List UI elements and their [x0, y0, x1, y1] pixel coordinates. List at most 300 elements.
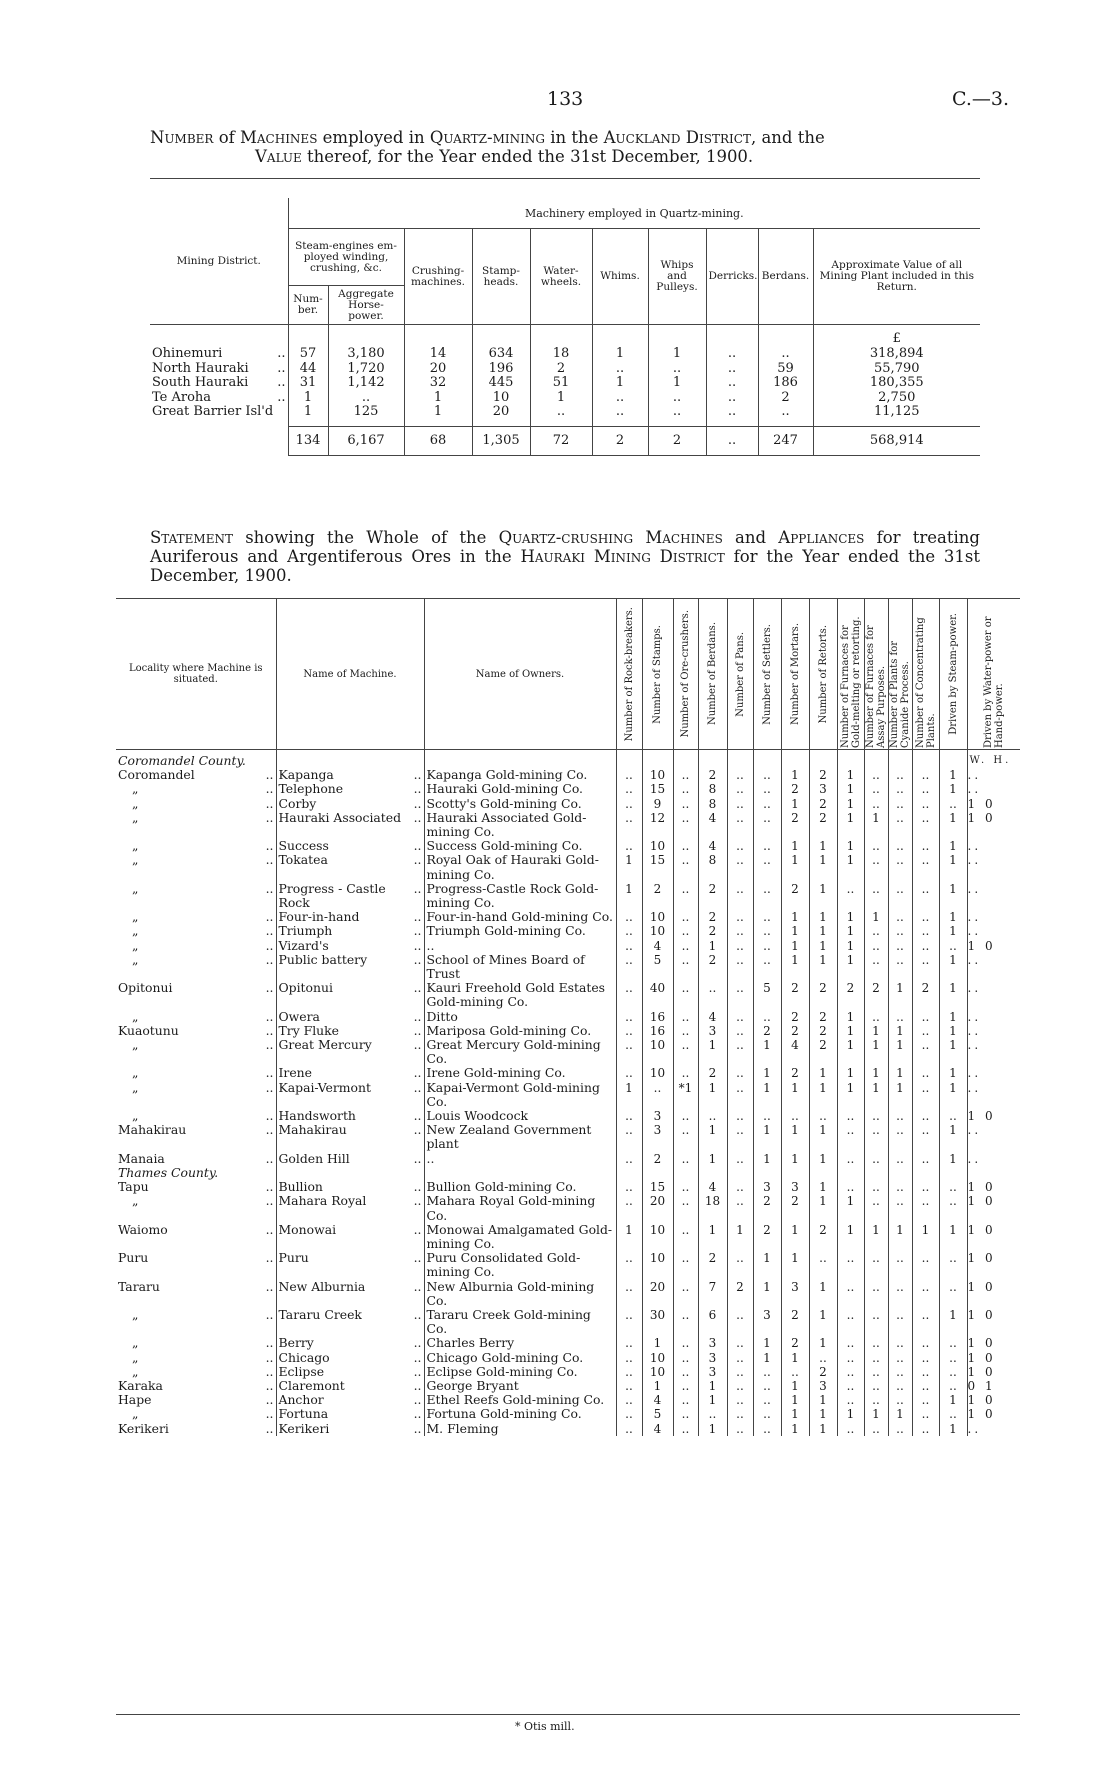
- value-cell: ..: [967, 953, 1020, 981]
- value-cell: 1: [781, 768, 809, 782]
- value-cell: ..: [864, 1336, 888, 1350]
- total-whips: 2: [648, 426, 706, 455]
- value-cell: 1 0: [967, 811, 1020, 839]
- owner-name: Tararu Creek Gold-mining Co.: [424, 1308, 616, 1336]
- locality-name: „: [132, 952, 139, 967]
- t1-word-district: Auckland District,: [603, 128, 757, 147]
- value-cell: 1 0: [967, 1351, 1020, 1365]
- value-cell: 1: [809, 839, 837, 853]
- leader-dots: ..: [265, 1350, 274, 1365]
- col-whims: Whims.: [592, 229, 648, 325]
- table-row: [116, 1280, 1020, 1308]
- value-cell: ..: [616, 1251, 642, 1279]
- value-cell: 2: [753, 1024, 781, 1038]
- leader-dots: ..: [277, 347, 286, 361]
- value-cell: 1: [642, 1379, 673, 1393]
- value-cell: ..: [673, 1038, 698, 1066]
- cell-hp: ..: [328, 391, 404, 406]
- value-cell: 1 0: [967, 1336, 1020, 1350]
- value-cell: ..: [753, 811, 781, 839]
- value-cell: 1: [727, 1223, 753, 1251]
- value-cell: ..: [888, 1123, 912, 1151]
- leader-dots: ..: [413, 910, 422, 925]
- leader-dots: ..: [413, 1279, 422, 1294]
- col-vertical-label: Number of Ore-crushers.: [680, 610, 691, 738]
- value-cell: ..: [888, 797, 912, 811]
- value-cell: 2: [781, 882, 809, 910]
- cell-whips: 1: [648, 376, 706, 391]
- value-cell: ..: [673, 853, 698, 881]
- cell-num: 1: [288, 405, 328, 420]
- value-cell: ..: [616, 768, 642, 782]
- machine-name: Corby: [278, 796, 317, 811]
- total-derricks: ..: [706, 426, 758, 455]
- value-cell: ..: [864, 924, 888, 938]
- locality-name: Waiomo: [118, 1222, 168, 1237]
- value-cell: 10: [642, 768, 673, 782]
- value-cell: ..: [673, 1152, 698, 1166]
- owner-name: Mahara Royal Gold-mining Co.: [424, 1194, 616, 1222]
- value-cell: ..: [727, 1393, 753, 1407]
- leader-dots: ..: [413, 768, 422, 783]
- value-cell: ..: [864, 768, 888, 782]
- value-cell: ..: [616, 797, 642, 811]
- value-cell: 1: [809, 1152, 837, 1166]
- value-cell: ..: [864, 1365, 888, 1379]
- value-cell: ..: [727, 1194, 753, 1222]
- value-cell: 1: [888, 1038, 912, 1066]
- col-vertical-2: [673, 599, 698, 750]
- district-row: [150, 391, 980, 406]
- owner-name: School of Mines Board of Trust: [424, 953, 616, 981]
- value-cell: ..: [673, 910, 698, 924]
- table-row: [116, 1365, 1020, 1379]
- col-vertical-label: Number of Furnaces for Assay Purposes.: [865, 625, 887, 748]
- col-stamp-heads: Stamp-heads.: [472, 229, 530, 325]
- machine-name-cell: [276, 839, 424, 853]
- value-cell: ..: [912, 1066, 939, 1080]
- cell-berdans: ..: [758, 405, 813, 420]
- value-cell: 1: [888, 1081, 912, 1109]
- value-cell: ..: [616, 910, 642, 924]
- leader-dots: ..: [265, 924, 274, 939]
- leader-dots: ..: [265, 1151, 274, 1166]
- value-cell: ..: [753, 924, 781, 938]
- total-value: 568,914: [813, 426, 980, 455]
- value-cell: ..: [837, 1152, 864, 1166]
- value-cell: ..: [912, 939, 939, 953]
- value-cell: 1: [888, 1066, 912, 1080]
- machine-name-cell: [276, 1152, 424, 1166]
- value-cell: ..: [837, 1351, 864, 1365]
- value-cell: 20: [642, 1280, 673, 1308]
- value-cell: ..: [673, 1251, 698, 1279]
- value-cell: 1: [781, 939, 809, 953]
- value-cell: 1: [698, 1223, 727, 1251]
- value-cell: ..: [864, 1351, 888, 1365]
- value-cell: 3: [809, 782, 837, 796]
- cell-num: 44: [288, 362, 328, 377]
- locality-name: Opitonui: [118, 981, 173, 996]
- value-cell: ..: [864, 1379, 888, 1393]
- value-cell: ..: [753, 910, 781, 924]
- value-cell: 1: [939, 768, 967, 782]
- leader-dots: ..: [413, 1251, 422, 1266]
- owner-name: Royal Oak of Hauraki Gold-mining Co.: [424, 853, 616, 881]
- table-row: [116, 1194, 1020, 1222]
- cell-hp: 1,720: [328, 362, 404, 377]
- value-cell: 10: [642, 1066, 673, 1080]
- locality-cell: [116, 1379, 276, 1393]
- district-label: South Hauraki: [152, 376, 249, 391]
- value-cell: 1: [698, 1379, 727, 1393]
- leader-dots: ..: [413, 796, 422, 811]
- value-cell: 1: [837, 1081, 864, 1109]
- value-cell: 1: [781, 1081, 809, 1109]
- value-cell: ..: [888, 839, 912, 853]
- table-row: [116, 853, 1020, 881]
- value-cell: 1: [837, 1407, 864, 1421]
- cell-whips: ..: [648, 362, 706, 377]
- value-cell: ..: [912, 924, 939, 938]
- leader-dots: ..: [265, 1222, 274, 1237]
- value-cell: ..: [939, 939, 967, 953]
- value-cell: ..: [753, 1379, 781, 1393]
- table-row: [116, 939, 1020, 953]
- t1-word-value: Value: [255, 147, 302, 166]
- value-cell: 1: [939, 981, 967, 1009]
- value-cell: ..: [912, 1081, 939, 1109]
- value-cell: ..: [939, 1336, 967, 1350]
- value-cell: 1: [939, 1024, 967, 1038]
- table-row: [116, 910, 1020, 924]
- total-crushing: 68: [404, 426, 472, 455]
- value-cell: 1: [939, 1010, 967, 1024]
- wh-label: W. H.: [967, 754, 1020, 768]
- value-cell: 1 0: [967, 1223, 1020, 1251]
- value-cell: ..: [967, 782, 1020, 796]
- machine-name-cell: [276, 1365, 424, 1379]
- value-cell: 16: [642, 1024, 673, 1038]
- table-row: [116, 953, 1020, 981]
- machine-name: Progress - Castle Rock: [278, 881, 386, 911]
- machine-name-cell: [276, 1407, 424, 1421]
- col-derricks: Derricks.: [706, 229, 758, 325]
- value-cell: ..: [888, 1010, 912, 1024]
- owner-name: Kauri Freehold Gold Estates Gold-mining Co.: [424, 981, 616, 1009]
- value-cell: 3: [781, 1280, 809, 1308]
- value-cell: 10: [642, 1038, 673, 1066]
- value-cell: ..: [912, 882, 939, 910]
- value-cell: ..: [616, 1365, 642, 1379]
- value-cell: 1: [809, 1336, 837, 1350]
- leader-dots: ..: [265, 839, 274, 854]
- value-cell: 6: [698, 1308, 727, 1336]
- value-cell: ..: [912, 1407, 939, 1421]
- col-vertical-label: Number of Plants for Cyanide Process.: [889, 640, 911, 748]
- value-cell: ..: [864, 797, 888, 811]
- value-cell: 1: [837, 1194, 864, 1222]
- district-name: [150, 362, 288, 377]
- value-cell: ..: [673, 939, 698, 953]
- value-cell: 1: [809, 1422, 837, 1436]
- locality-cell: [116, 1280, 276, 1308]
- owner-name: Louis Woodcock: [424, 1109, 616, 1123]
- cell-crush: 20: [404, 362, 472, 377]
- value-cell: ..: [837, 1379, 864, 1393]
- machine-name: Handsworth: [278, 1109, 356, 1124]
- owner-name: Bullion Gold-mining Co.: [424, 1180, 616, 1194]
- table2-title: [150, 528, 980, 585]
- col-vertical-12: [939, 599, 967, 750]
- value-cell: *1: [673, 1081, 698, 1109]
- leader-dots: ..: [413, 810, 422, 825]
- value-cell: ..: [912, 853, 939, 881]
- value-cell: 1: [698, 1123, 727, 1151]
- totals-row: [150, 426, 980, 455]
- leader-dots: ..: [413, 1023, 422, 1038]
- value-cell: ..: [967, 1010, 1020, 1024]
- locality-name: „: [132, 1038, 139, 1053]
- value-cell: 1: [939, 1038, 967, 1066]
- value-cell: ..: [939, 1379, 967, 1393]
- value-cell: 1: [781, 1422, 809, 1436]
- col-vertical-1: [642, 599, 673, 750]
- leader-dots: ..: [413, 1109, 422, 1124]
- value-cell: 10: [642, 839, 673, 853]
- leader-dots: ..: [413, 1222, 422, 1237]
- crushing-machines-table: [116, 598, 1020, 1436]
- value-cell: ..: [727, 1180, 753, 1194]
- machine-name: Chicago: [278, 1350, 330, 1365]
- value-cell: ..: [912, 839, 939, 853]
- owner-name: M. Fleming: [424, 1422, 616, 1436]
- value-cell: ..: [616, 1351, 642, 1365]
- col-vertical-label: Number of Concentrating Plants.: [914, 617, 937, 748]
- value-cell: 1: [837, 1024, 864, 1038]
- value-cell: 1: [837, 1223, 864, 1251]
- value-cell: 3: [753, 1308, 781, 1336]
- machine-name: Public battery: [278, 952, 368, 967]
- value-cell: ..: [673, 1336, 698, 1350]
- leader-dots: ..: [265, 952, 274, 967]
- value-cell: 1 0: [967, 1194, 1020, 1222]
- value-cell: ..: [727, 1407, 753, 1421]
- owner-name: Ethel Reefs Gold-mining Co.: [424, 1393, 616, 1407]
- leader-dots: ..: [413, 1080, 422, 1095]
- machine-name: Kapai-Vermont: [278, 1080, 371, 1095]
- value-cell: 1: [753, 1081, 781, 1109]
- locality-cell: [116, 1223, 276, 1251]
- machine-name-cell: [276, 1180, 424, 1194]
- t2-word-quartz-crushing: Quartz-crushing Machines: [498, 528, 723, 547]
- owner-name: Monowai Amalgamated Gold-mining Co.: [424, 1223, 616, 1251]
- locality-name: Coromandel: [118, 768, 195, 783]
- value-cell: 2: [781, 1336, 809, 1350]
- value-cell: 2: [781, 1308, 809, 1336]
- leader-dots: ..: [265, 768, 274, 783]
- value-cell: 1: [698, 1422, 727, 1436]
- value-cell: ..: [673, 1407, 698, 1421]
- table-row: [116, 1123, 1020, 1151]
- value-cell: ..: [967, 839, 1020, 853]
- value-cell: ..: [673, 1024, 698, 1038]
- value-cell: ..: [967, 1024, 1020, 1038]
- t1-word-machines: Machines: [239, 128, 318, 147]
- value-cell: 8: [698, 797, 727, 811]
- cell-berdans: ..: [758, 347, 813, 362]
- cell-value: 2,750: [813, 391, 980, 406]
- value-cell: ..: [753, 839, 781, 853]
- value-cell: 15: [642, 853, 673, 881]
- value-cell: ..: [864, 1393, 888, 1407]
- locality-cell: [116, 953, 276, 981]
- value-cell: 1: [781, 1223, 809, 1251]
- value-cell: ..: [912, 1180, 939, 1194]
- value-cell: ..: [673, 782, 698, 796]
- value-cell: ..: [781, 1365, 809, 1379]
- machine-name: Success: [278, 839, 329, 854]
- value-cell: 1: [864, 811, 888, 839]
- value-cell: 1: [809, 953, 837, 981]
- value-cell: ..: [888, 768, 912, 782]
- value-cell: 1: [939, 1152, 967, 1166]
- value-cell: ..: [864, 1280, 888, 1308]
- t1-title-text-4: and the: [756, 128, 825, 147]
- value-cell: 3: [698, 1365, 727, 1379]
- leader-dots: ..: [265, 796, 274, 811]
- col-crushing-machines: Crushing-machines.: [404, 229, 472, 325]
- col-locality: Locality where Machine is situated.: [116, 599, 276, 750]
- value-cell: 1: [939, 953, 967, 981]
- value-cell: ..: [727, 853, 753, 881]
- value-cell: 2: [837, 981, 864, 1009]
- leader-dots: ..: [413, 1180, 422, 1195]
- total-number: 134: [288, 426, 328, 455]
- cell-stamp: 634: [472, 347, 530, 362]
- value-cell: 4: [642, 939, 673, 953]
- cell-stamp: 196: [472, 362, 530, 377]
- value-cell: ..: [727, 1152, 753, 1166]
- value-cell: ..: [912, 782, 939, 796]
- cell-whims: ..: [592, 405, 648, 420]
- value-cell: 1: [753, 1123, 781, 1151]
- table-row: [116, 1351, 1020, 1365]
- value-cell: ..: [673, 1393, 698, 1407]
- value-cell: 2: [809, 1010, 837, 1024]
- owner-name: Irene Gold-mining Co.: [424, 1066, 616, 1080]
- value-cell: 2: [698, 768, 727, 782]
- locality-name: Tararu: [118, 1279, 160, 1294]
- locality-cell: [116, 1365, 276, 1379]
- value-cell: ..: [727, 797, 753, 811]
- value-cell: 1: [781, 1152, 809, 1166]
- value-cell: 1 0: [967, 1180, 1020, 1194]
- value-cell: 8: [698, 782, 727, 796]
- locality-name: Mahakirau: [118, 1123, 187, 1138]
- value-cell: 1: [864, 1081, 888, 1109]
- value-cell: 2: [781, 1194, 809, 1222]
- value-cell: 1: [888, 1024, 912, 1038]
- value-cell: ..: [673, 924, 698, 938]
- value-cell: ..: [673, 1223, 698, 1251]
- value-cell: ..: [864, 1152, 888, 1166]
- machine-name-cell: [276, 1038, 424, 1066]
- t2-word-statement: Statement: [150, 528, 233, 547]
- leader-dots: ..: [265, 1009, 274, 1024]
- table-row: [116, 981, 1020, 1009]
- value-cell: ..: [673, 1010, 698, 1024]
- value-cell: ..: [912, 1351, 939, 1365]
- value-cell: ..: [727, 1066, 753, 1080]
- value-cell: ..: [727, 1308, 753, 1336]
- value-cell: 1 0: [967, 1280, 1020, 1308]
- value-cell: 1: [698, 1393, 727, 1407]
- value-cell: ..: [864, 1180, 888, 1194]
- col-vertical-label: Number of Rock-breakers.: [623, 606, 635, 742]
- owner-name: ..: [424, 939, 616, 953]
- value-cell: 2: [642, 882, 673, 910]
- value-cell: ..: [837, 1123, 864, 1151]
- value-cell: ..: [888, 1180, 912, 1194]
- value-cell: ..: [967, 882, 1020, 910]
- value-cell: ..: [837, 1251, 864, 1279]
- machine-name: Mahara Royal: [278, 1194, 367, 1209]
- locality-name: „: [132, 1009, 139, 1024]
- cell-berdans: 59: [758, 362, 813, 377]
- cell-crush: 14: [404, 347, 472, 362]
- col-vertical-11: [912, 599, 939, 750]
- value-cell: ..: [967, 1152, 1020, 1166]
- total-whims: 2: [592, 426, 648, 455]
- district-row: [150, 362, 980, 377]
- locality-cell: [116, 981, 276, 1009]
- locality-name: „: [132, 1066, 139, 1081]
- table-row: [116, 1308, 1020, 1336]
- value-cell: 40: [642, 981, 673, 1009]
- value-cell: ..: [837, 1365, 864, 1379]
- value-cell: 1: [753, 1280, 781, 1308]
- cell-crush: 32: [404, 376, 472, 391]
- machine-name-cell: [276, 924, 424, 938]
- table-row: [116, 1038, 1020, 1066]
- owner-name: Success Gold-mining Co.: [424, 839, 616, 853]
- value-cell: 1: [698, 1038, 727, 1066]
- cell-whips: 1: [648, 347, 706, 362]
- table-row: [116, 797, 1020, 811]
- value-cell: ..: [888, 910, 912, 924]
- value-cell: ..: [616, 782, 642, 796]
- value-cell: ..: [698, 981, 727, 1009]
- cell-whips: ..: [648, 405, 706, 420]
- machine-name-cell: [276, 953, 424, 981]
- value-cell: ..: [727, 924, 753, 938]
- value-cell: ..: [727, 1038, 753, 1066]
- value-cell: 1: [837, 1010, 864, 1024]
- locality-cell: [116, 768, 276, 782]
- machine-name: Tokatea: [278, 853, 328, 868]
- value-cell: 4: [698, 839, 727, 853]
- value-cell: 4: [698, 1010, 727, 1024]
- value-cell: 1: [781, 1393, 809, 1407]
- machine-name: Hauraki Associated: [278, 810, 402, 825]
- machine-name: Claremont: [278, 1378, 345, 1393]
- col-number: Num-ber.: [288, 286, 328, 325]
- value-cell: ..: [939, 1180, 967, 1194]
- value-cell: ..: [837, 1393, 864, 1407]
- value-cell: 1: [809, 1081, 837, 1109]
- col-approx-value: Approximate Value of all Mining Plant included in this Return.: [813, 229, 980, 325]
